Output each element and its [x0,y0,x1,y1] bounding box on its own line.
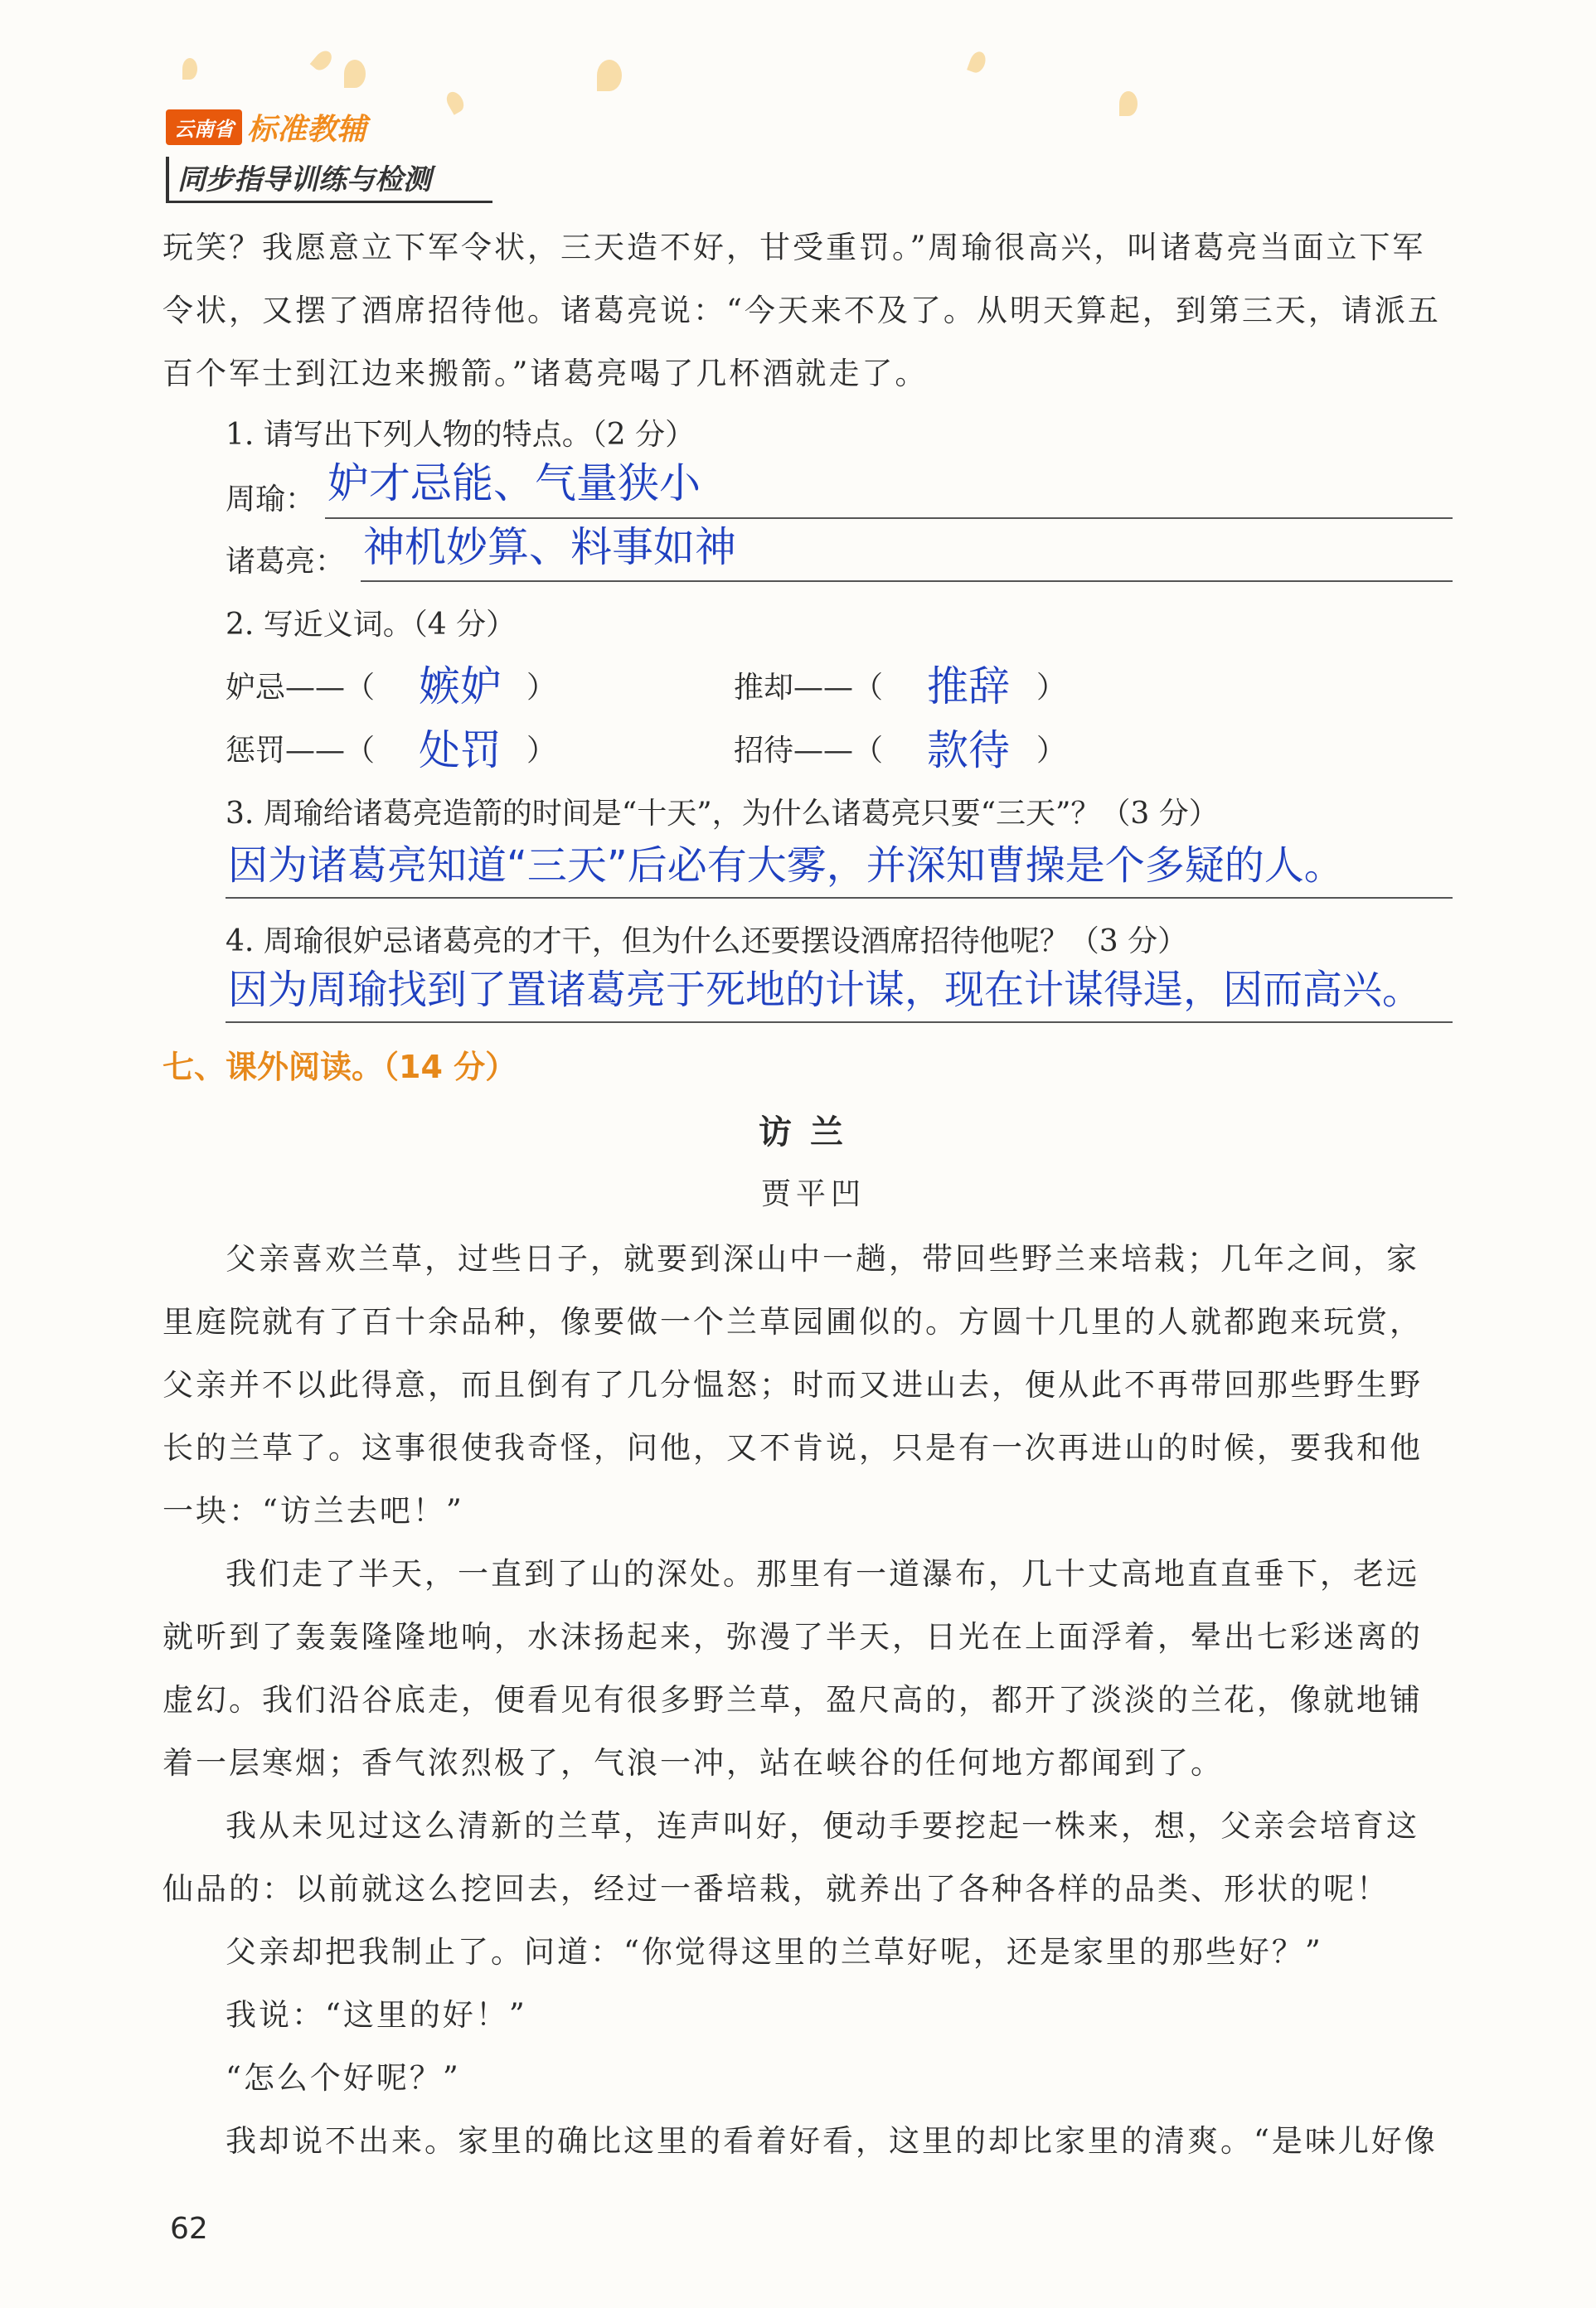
question-2-prompt: 2. 写近义词。（4 分） [226,608,517,642]
article-line: 就听到了轰轰隆隆地响，水沫扬起来，弥漫了半天，日光在上面浮着，晕出七彩迷离的 [163,1619,1423,1655]
answer-zhouyu: 妒才忌能、气量狭小 [327,459,701,507]
article-line: 仙品的：以前就这么挖回去，经过一番培栽，就养出了各种各样的品类、形状的呢！ [163,1871,1390,1907]
article-line: 父亲喜欢兰草，过些日子，就要到深山中一趟，带回些野兰来培栽；几年之间，家 [226,1241,1419,1277]
answer-line [226,897,1453,899]
article-line: 里庭院就有了百十余品种，像要做一个兰草园圃似的。方圆十几里的人就都跑来玩赏， [163,1304,1423,1340]
synonym-close: ） [1036,734,1067,768]
article-line: 虚幻。我们沿谷底走，便看见有很多野兰草，盈尺高的，都开了淡淡的兰花，像就地铺 [163,1682,1423,1718]
brand-logo [166,106,366,148]
article-line: 我却说不出来。家里的确比这里的看着好看，这里的却比家里的清爽。“是味儿好像 [226,2123,1438,2159]
leaf-decoration [597,60,622,91]
leaf-decoration [1119,91,1138,116]
label-zhugeliang: 诸葛亮： [226,545,346,579]
article-line: 一块：“访兰去吧！” [163,1493,464,1529]
synonym-answer: 推辞 [927,662,1010,710]
article-line: 父亲并不以此得意，而且倒有了几分愠怒；时而又进山去，便从此不再带回那些野生野 [163,1367,1423,1403]
answer-line [361,580,1453,582]
article-line: 我从未见过这么清新的兰草，连声叫好，便动手要挖起一株来，想，父亲会培育这 [226,1808,1419,1844]
question-4-prompt: 4. 周瑜很妒忌诸葛亮的才干，但为什么还要摆设酒席招待他呢？（3 分） [226,924,1188,958]
synonym-close: ） [526,671,557,705]
synonym-answer: 处罚 [419,726,502,774]
article-line: 我们走了半天，一直到了山的深处。那里有一道瀑布，几十丈高地直直垂下，老远 [226,1556,1419,1592]
synonym-word: 惩罚——（ [226,734,376,768]
header [166,106,492,203]
article-line: 着一层寒烟；香气浓烈极了，气浪一冲，站在峡谷的任何地方都闻到了。 [163,1745,1224,1781]
answer-3: 因为诸葛亮知道“三天”后必有大雾，并深知曹操是个多疑的人。 [228,842,1344,889]
question-1-prompt: 1. 请写出下列人物的特点。（2 分） [226,418,696,452]
passage-line: 百个军士到江边来搬箭。”诸葛亮喝了几杯酒就走了。 [163,356,929,391]
article-author: 贾平凹 [761,1177,866,1211]
book-subtitle: 同步指导训练与检测 [166,157,492,203]
synonym-word: 推却——（ [734,671,884,705]
passage-line: 玩笑？我愿意立下军令状，三天造不好，甘受重罚。”周瑜很高兴，叫诸葛亮当面立下军 [163,230,1426,265]
passage-line: 令状，又摆了酒席招待他。诸葛亮说：“今天来不及了。从明天算起，到第三天，请派五 [163,293,1441,328]
page-number: 62 [170,2212,208,2246]
article-line: “怎么个好呢？” [226,2060,461,2096]
brand-badge: 云南省 [166,109,242,145]
label-zhouyu: 周瑜： [226,482,316,516]
article-line: 父亲却把我制止了。问道：“你觉得这里的兰草好呢，还是家里的那些好？” [226,1934,1323,1970]
leaf-decoration [310,47,336,73]
article-line: 长的兰草了。这事很使我奇怪，问他，又不肯说，只是有一次再进山的时候，要我和他 [163,1430,1423,1466]
synonym-answer: 嫉妒 [419,662,502,710]
answer-line [325,517,1453,519]
article-line: 我说：“这里的好！” [226,1997,527,2033]
answer-line [226,1021,1453,1023]
leaf-decoration [967,50,988,75]
article-title: 访兰 [759,1113,861,1152]
question-3-prompt: 3. 周瑜给诸葛亮造箭的时间是“十天”，为什么诸葛亮只要“三天”？（3 分） [226,797,1219,831]
synonym-close: ） [1036,671,1067,705]
synonym-answer: 款待 [927,726,1010,774]
answer-zhugeliang: 神机妙算、料事如神 [363,523,736,571]
leaf-decoration [182,58,197,80]
section-heading: 七、课外阅读。（14 分） [163,1049,517,1085]
answer-4: 因为周瑜找到了置诸葛亮于死地的计谋，现在计谋得逞，因而高兴。 [228,967,1423,1013]
synonym-word: 招待——（ [734,734,884,768]
brand-name: 标准教辅 [247,113,367,147]
synonym-word: 妒忌——（ [226,671,376,705]
leaf-decoration [344,60,366,88]
synonym-close: ） [526,734,557,768]
